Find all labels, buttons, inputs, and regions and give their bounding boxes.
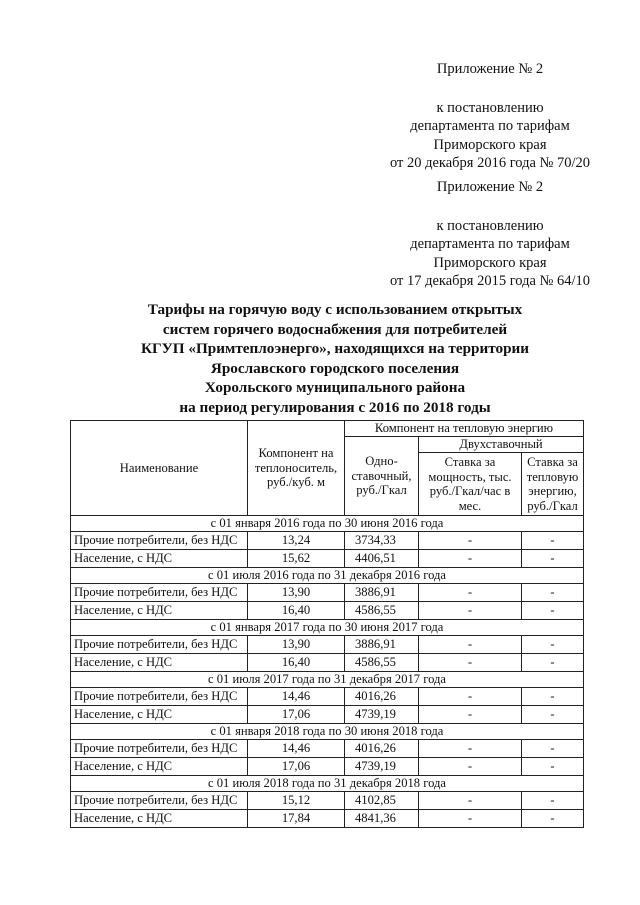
carrier-value-cell: 13,90 [248,636,345,654]
document-title [60,300,610,418]
header-carrier: Компонент на теплоноситель, руб./куб. м [248,421,345,516]
period-label: с 01 января 2016 года по 30 июня 2016 года [71,516,584,532]
carrier-value-cell: 15,12 [248,792,345,810]
appendix-line: к постановлению [436,217,544,234]
energy-rate-cell: - [522,706,584,724]
period-row [71,672,584,688]
one-part-value-cell: 4586,55 [345,602,419,620]
consumer-name-cell: Прочие потребители, без НДС [71,740,248,758]
period-label: с 01 июля 2016 года по 31 декабря 2016 года [71,568,584,584]
energy-rate-cell: - [522,740,584,758]
table-row [71,792,584,810]
one-part-value-cell: 4586,55 [345,654,419,672]
one-part-value-cell: 4016,26 [345,688,419,706]
appendix-line: от 17 декабря 2015 года № 64/10 [389,273,591,289]
title-line: на период регулирования с 2016 по 2018 годы [179,398,491,416]
carrier-value-cell: 14,46 [248,688,345,706]
period-row [71,620,584,636]
one-part-value-cell: 4102,85 [345,792,419,810]
table-row [71,810,584,828]
table-row [71,602,584,620]
consumer-name-cell: Прочие потребители, без НДС [71,532,248,550]
period-row [71,776,584,792]
consumer-name-cell: Население, с НДС [71,706,248,724]
header-capacity-rate: Ставка за мощность, тыс. руб./Гкал/час в мес. [419,453,522,516]
header-energy-group: Компонент на тепловую энергию [345,421,584,437]
title-line: Хорольского муниципального района [204,379,466,397]
one-part-value-cell: 4841,36 [345,810,419,828]
capacity-rate-cell: - [419,584,522,602]
consumer-name-cell: Население, с НДС [71,602,248,620]
one-part-value-cell: 3886,91 [345,584,419,602]
tariff-table [70,420,584,828]
capacity-rate-cell: - [419,740,522,758]
table-row [71,740,584,758]
capacity-rate-cell: - [419,532,522,550]
one-part-value-cell: 4406,51 [345,550,419,568]
carrier-value-cell: 13,90 [248,584,345,602]
consumer-name-cell: Население, с НДС [71,758,248,776]
header-two-part: Двухставочный [419,437,584,453]
table-row [71,706,584,724]
energy-rate-cell: - [522,688,584,706]
carrier-value-cell: 17,06 [248,758,345,776]
consumer-name-cell: Прочие потребители, без НДС [71,584,248,602]
energy-rate-cell: - [522,792,584,810]
energy-rate-cell: - [522,532,584,550]
capacity-rate-cell: - [419,792,522,810]
table-row [71,758,584,776]
title-line: Ярославского городского поселения [210,359,460,377]
energy-rate-cell: - [522,636,584,654]
energy-rate-cell: - [522,810,584,828]
energy-rate-cell: - [522,550,584,568]
appendix-current [360,60,620,173]
appendix-title: Приложение № 2 [436,61,544,77]
capacity-rate-cell: - [419,550,522,568]
title-line: КГУП «Примтеплоэнерго», находящихся на территории [140,340,530,358]
tariff-body [71,516,584,828]
header-energy-rate: Ставка за тепловую энергию, руб./Гкал [522,453,584,516]
period-label: с 01 января 2017 года по 30 июня 2017 года [71,620,584,636]
consumer-name-cell: Население, с НДС [71,810,248,828]
energy-rate-cell: - [522,654,584,672]
table-row [71,654,584,672]
carrier-value-cell: 15,62 [248,550,345,568]
table-row [71,688,584,706]
appendix-line: Приморского края [433,254,547,271]
appendix-line: к постановлению [436,99,544,116]
appendix-title: Приложение № 2 [436,179,544,195]
period-label: с 01 июля 2018 года по 31 декабря 2018 года [71,776,584,792]
period-label: с 01 июля 2017 года по 31 декабря 2017 года [71,672,584,688]
period-row [71,568,584,584]
consumer-name-cell: Население, с НДС [71,654,248,672]
capacity-rate-cell: - [419,602,522,620]
consumer-name-cell: Прочие потребители, без НДС [71,636,248,654]
energy-rate-cell: - [522,602,584,620]
period-row [71,724,584,740]
appendix-previous [360,178,620,291]
one-part-value-cell: 4739,19 [345,758,419,776]
carrier-value-cell: 17,06 [248,706,345,724]
period-row [71,516,584,532]
period-label: с 01 января 2018 года по 30 июня 2018 года [71,724,584,740]
carrier-value-cell: 17,84 [248,810,345,828]
one-part-value-cell: 4739,19 [345,706,419,724]
capacity-rate-cell: - [419,810,522,828]
capacity-rate-cell: - [419,654,522,672]
energy-rate-cell: - [522,758,584,776]
table-row [71,550,584,568]
header-one-part: Одно-ставочный, руб./Гкал [345,437,419,516]
title-line: систем горячего водоснабжения для потребителей [162,320,508,338]
capacity-rate-cell: - [419,706,522,724]
carrier-value-cell: 16,40 [248,654,345,672]
energy-rate-cell: - [522,584,584,602]
table-row [71,584,584,602]
one-part-value-cell: 4016,26 [345,740,419,758]
appendix-line: Приморского края [433,136,547,153]
capacity-rate-cell: - [419,636,522,654]
carrier-value-cell: 14,46 [248,740,345,758]
carrier-value-cell: 16,40 [248,602,345,620]
table-row [71,636,584,654]
carrier-value-cell: 13,24 [248,532,345,550]
one-part-value-cell: 3734,33 [345,532,419,550]
table-row [71,532,584,550]
consumer-name-cell: Прочие потребители, без НДС [71,792,248,810]
consumer-name-cell: Прочие потребители, без НДС [71,688,248,706]
one-part-value-cell: 3886,91 [345,636,419,654]
capacity-rate-cell: - [419,758,522,776]
header-name: Наименование [71,421,248,516]
appendix-line: департамента по тарифам [410,236,570,252]
appendix-line: департамента по тарифам [410,118,570,134]
capacity-rate-cell: - [419,688,522,706]
consumer-name-cell: Население, с НДС [71,550,248,568]
title-line: Тарифы на горячую воду с использованием открытых [147,301,523,318]
appendix-line: от 20 декабря 2016 года № 70/20 [389,155,591,171]
